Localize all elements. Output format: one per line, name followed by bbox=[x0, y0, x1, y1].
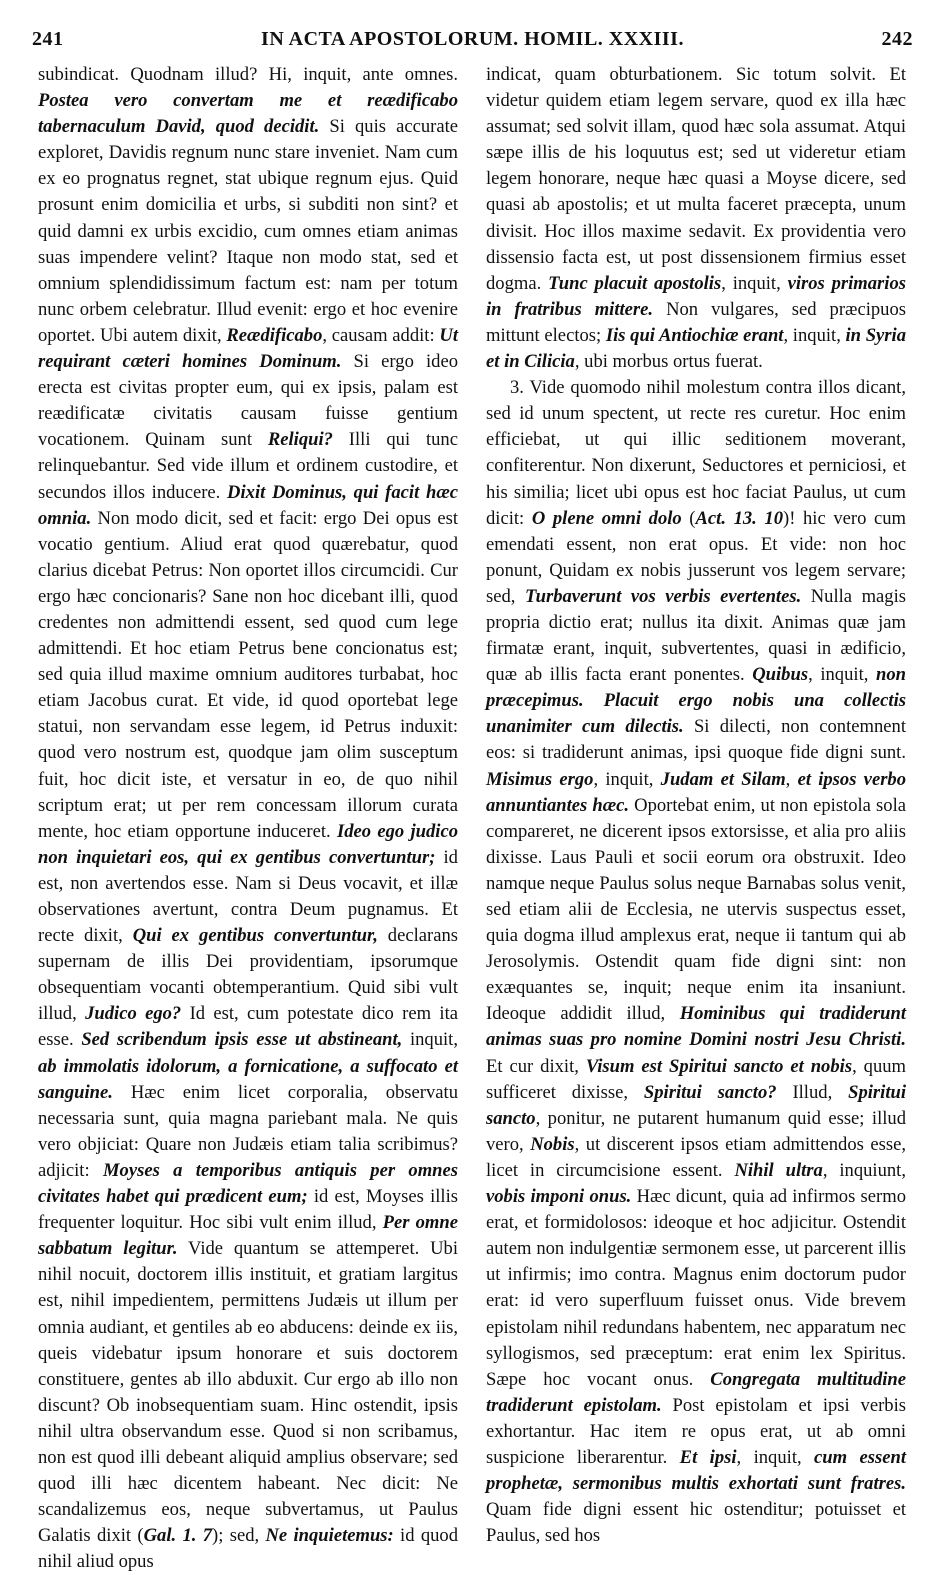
text-run: Vide quantum se attemperet. Ubi nihil nocuit, doctorem illis instituit, et gratiam largitus est, nihil impedientem, permittens Judæis ut illum per omnia audiant, et gentiles ab eo abducens: deinde ex iis, queis videbatur ipsum honorare et suis doctorem constituere, gentes ab illo abduxit. Cur ergo ab illo non discunt? Ob inobsequentiam suam. Hinc ostendit, ipsis nihil ultra observandum esse. Quod si non scribamus, non est quod illi debeant aliquid amplius observare; sed quod illi hæc dicentem habeant. Nec dicit: Ne scandalizemus eos, neque subvertamus, ut Paulus Galatis dixit ( bbox=[38, 1238, 458, 1547]
text-run: Hæc dicunt, quia ad infirmos sermo erat, et formidolosos: ideoque et hoc adjicitur. Ostendit autem non indulgentiæ sermonem esse, ut parcerent illis ut infirmis; imo contra. Magnus enim doctorum pudor erat: id vero superfluum fuisset onus. Vide brevem epistolam nihil redundans habentem, nec apparatum nec syllogismos, sed præceptum: erat enim lex Spiritus. Sæpe hoc vocant onus. bbox=[486, 1186, 906, 1390]
left-paragraph-1 bbox=[38, 62, 458, 1575]
text-run: declarans supernam de illis Dei providentiam, ipsorumque obsequentiam vocanti obtemperantium. Quid sibi vult illud, bbox=[38, 925, 459, 1025]
page-number-left: 241 bbox=[32, 28, 64, 50]
italic-citation: Judico ego? bbox=[85, 1003, 182, 1025]
running-title: IN ACTA APOSTOLORUM. HOMIL. XXXIII. bbox=[261, 28, 684, 50]
text-run: id est, Moyses illis frequenter loquitur. Hoc sibi vult enim illud, bbox=[38, 1186, 458, 1234]
text-run: , inquit, bbox=[736, 1446, 815, 1468]
italic-citation: Postea vero convertam me et reædificabo tabernaculum David, quod decidit. bbox=[38, 90, 458, 138]
text-run: indicat, quam obturbationem. Sic totum solvit. Et videtur quidem etiam legem servare, quod ex illa hæc assumat; sed solvit illam, quod hæc sola assumat. Atqui sæpe illis de his loquutus est; sed ut videretur etiam legem honorare, neque hæc quasi a Moyse dicere, sed quasi ab apostolis; et ut multa faceret præcepta, unum divisit. Hoc illos maxime sedavit. Ex providentia vero dissensio facta est, ut post dissensionem firmius esset dogma. bbox=[486, 64, 906, 294]
right-column bbox=[486, 62, 907, 1547]
italic-citation: Spiritui sancto? bbox=[643, 1081, 777, 1103]
running-header bbox=[32, 22, 913, 54]
italic-citation: Iis qui Antiochiæ erant bbox=[605, 324, 784, 346]
right-paragraph-1 bbox=[486, 62, 906, 375]
text-run: Nulla magis propria dictio erat; nullus ita dixit. Animas quæ jam firmatæ erant, inquit, subvertentes, quasi in ædificio, quæ ab illis facta erant ponentes. bbox=[486, 585, 906, 686]
text-run: Non modo dicit, sed et facit: ergo Dei opus est vocatio gentium. Aliud erat quod quærebatur, quod clarius dicebat Petrus: Non oportet illos circumcidi. Cur ergo hæc concionaris? Sane non hoc dicebant illi, quod credentes non admittendi essent, sed quod cum lege admittendi. Et hoc etiam Petrus bene concionatus est; sed quia illud maxime omnium auditores turbabat, hoc etiam Jacobus curat. Et vide, id quod oportebat lege statui, non servandam esse legem, id Petrus induxit: quod vero nostrum est, quodque jam olim susceptum fuit, hoc dicit iste, et versatur in eo, de quo nihil scriptum erat; ut per rem concessam illorum curata mente, hoc etiam opportune induceret. bbox=[38, 507, 458, 842]
italic-citation: Reliqui? bbox=[267, 429, 333, 451]
text-run: 3. Vide quomodo nihil molestum contra illos dicant, sed id unum spectent, ut recte res curetur. Hoc enim efficiebat, ut qui illic seditionem moverant, confiterentur. Non dixerunt, Seductores et perniciosi, et his similia; licet ubi opus est hoc faciat Paulus, ut cum dicit: bbox=[486, 377, 906, 529]
italic-citation: Qui ex gentibus convertuntur, bbox=[132, 925, 378, 947]
italic-citation: Turbaverunt vos verbis evertentes. bbox=[524, 585, 802, 607]
text-run: inquit, bbox=[402, 1029, 458, 1051]
text-run: , inquit, bbox=[721, 272, 788, 294]
italic-citation: non præcepimus. Placuit ergo nobis una collectis unanimiter cum dilectis. bbox=[486, 664, 906, 738]
text-run: Illud, bbox=[776, 1081, 849, 1103]
italic-citation: vobis imponi onus. bbox=[486, 1186, 632, 1208]
italic-citation: Visum est Spiritui sancto et nobis bbox=[585, 1055, 853, 1077]
italic-citation: Judam et Silam bbox=[660, 768, 786, 790]
italic-citation: Et ipsi bbox=[679, 1446, 737, 1468]
italic-citation: O plene omni dolo bbox=[531, 507, 682, 529]
italic-citation: Sed scribendum ipsis esse ut abstineant, bbox=[81, 1029, 403, 1051]
text-run: Id est, cum potestate dico rem ita esse. bbox=[38, 1003, 459, 1051]
text-run: id quod nihil aliud opus bbox=[38, 1525, 459, 1573]
italic-citation: Congregata multitudine tradiderunt epistolam. bbox=[486, 1368, 906, 1416]
text-run: Hæc enim licet corporalia, observatu necessaria sunt, quia magna pariebant mala. Ne quis vero objiciat: Quare non Judæis etiam talia scribimus? adjicit: bbox=[38, 1081, 458, 1181]
text-run: Quam fide digni essent hic ostenditur; potuisset et Paulus, sed hos bbox=[486, 1499, 906, 1547]
italic-citation: Ut requirant cæteri homines Dominum. bbox=[38, 324, 458, 373]
text-run: , ubi morbus ortus fuerat. bbox=[574, 351, 763, 373]
italic-citation: Per omne sabbatum legitur. bbox=[38, 1212, 458, 1260]
italic-citation: Act. 13. 10 bbox=[695, 507, 784, 529]
text-run: Post epistolam et ipsi verbis exhortantur. Hac item re opus erat, ut ab omni suspicione liberarentur. bbox=[486, 1394, 906, 1468]
italic-citation: ab immolatis idolorum, a fornicatione, a suffocato et sanguine. bbox=[38, 1055, 458, 1103]
text-run: , ponitur, ne putarent humanum quid esse; illud vero, bbox=[486, 1107, 906, 1155]
text-run: Si ergo ideo erecta est civitas propter eum, qui ex ipsis, palam est reædificatæ civitatis causam fuisse gentium vocationem. Quinam sunt bbox=[38, 351, 458, 451]
text-run: , inquit, bbox=[808, 664, 877, 686]
left-column bbox=[38, 62, 459, 1573]
right-paragraph-2 bbox=[486, 375, 906, 1549]
italic-citation: Quibus bbox=[752, 664, 809, 686]
italic-citation: Tunc placuit apostolis bbox=[548, 272, 722, 294]
text-run: , inquit, bbox=[783, 324, 846, 346]
italic-citation: Moyses a temporibus antiquis per omnes civitates habet qui prædicent eum; bbox=[38, 1159, 459, 1208]
text-run: , causam addit: bbox=[322, 324, 440, 346]
text-run: Non vulgares, sed præcipuos mittunt electos; bbox=[486, 298, 906, 346]
italic-citation: Dixit Dominus, qui facit hæc omnia. bbox=[38, 481, 459, 529]
italic-citation: Ne inquietemus: bbox=[265, 1525, 394, 1547]
italic-citation: Nihil ultra bbox=[734, 1159, 823, 1181]
text-run: ( bbox=[681, 507, 696, 529]
italic-citation: cum essent prophetæ, sermonibus multis exhortati sunt fratres. bbox=[486, 1446, 906, 1495]
italic-citation: Ideo ego judico non inquietari eos, qui ex gentibus convertuntur; bbox=[38, 820, 459, 868]
text-run: Oportebat enim, ut non epistola sola compareret, ne dicerent ipsos extorsisse, et alia pro aliis dixisse. Laus Pauli et socii eorum ora obstruxit. Ideo namque neque Paulus solus neque Barnabas solus venit, sed etiam alii de Ecclesia, ne utervis suspectus esset, quia dogma illud amplexus erat, neque ii tantum qui ab Jerosolymis. Ostendit quam fide digni sint: non exæquantes se, inquit; neque enim ita insaniunt. Ideoque addidit illud, bbox=[486, 794, 906, 1025]
text-run: Si dilecti, non contemnent eos: si tradiderunt animas, ipsi quoque fide digni sunt. bbox=[486, 716, 906, 764]
text-run: Illi qui tunc relinquebantur. Sed vide illum et ordinem custodire, et secundos illos inducere. bbox=[38, 429, 458, 503]
italic-citation: Misimus ergo bbox=[486, 768, 594, 790]
text-run: Et cur dixit, bbox=[486, 1055, 586, 1077]
text-run: , inquiunt, bbox=[822, 1159, 906, 1181]
text-run: subindicat. Quodnam illud? Hi, inquit, ante omnes. bbox=[38, 64, 458, 85]
italic-citation: Gal. 1. 7 bbox=[143, 1525, 213, 1547]
italic-citation: Nobis bbox=[530, 1133, 575, 1155]
page-number-right: 242 bbox=[881, 28, 913, 50]
italic-citation: Spiritui sancto bbox=[486, 1081, 906, 1129]
text-run: id est, non avertendos esse. Nam si Deus vocavit, et illæ observationes avertunt, contra Deum pugnamus. Et recte dixit, bbox=[38, 846, 458, 947]
text-run: , quum sufficeret dixisse, bbox=[486, 1055, 907, 1103]
italic-citation: et ipsos verbo annuntiantes hæc. bbox=[486, 768, 907, 816]
text-run: , bbox=[785, 768, 798, 790]
italic-citation: in Syria et in Cilicia bbox=[486, 324, 906, 373]
italic-citation: viros primarios in fratribus mittere. bbox=[486, 272, 906, 320]
text-run: Si quis accurate exploret, Davidis regnum nunc stare inveniet. Nam cum ex eo prognatus regnet, stat ubique regnum ejus. Quid prosunt enim domicilia et urbs, si subditi non sint? et quid damni ex urbis excidio, cum omnes etiam animas suas impendere velint? Itaque non modo stat, sed et omnium splendidissimum factum est: nam per totum nunc orbem celebratur. Illud evenit: ergo et hoc evenire oportet. Ubi autem dixit, bbox=[38, 116, 458, 346]
italic-citation: Hominibus qui tradiderunt animas suas pro nomine Domini nostri Jesu Christi. bbox=[486, 1003, 906, 1051]
text-run: , ut discerent ipsos etiam admittendos esse, licet in circumcisione essent. bbox=[486, 1133, 906, 1181]
text-run: , inquit, bbox=[593, 768, 661, 790]
text-run: ); sed, bbox=[212, 1525, 266, 1547]
text-run: )! hic vero cum emendati essent, non erat opus. Et vide: non hoc ponunt, Quidam ex nobis jusserunt vos legem servare; sed, bbox=[486, 507, 906, 607]
italic-citation: Reædificabo bbox=[226, 324, 323, 346]
